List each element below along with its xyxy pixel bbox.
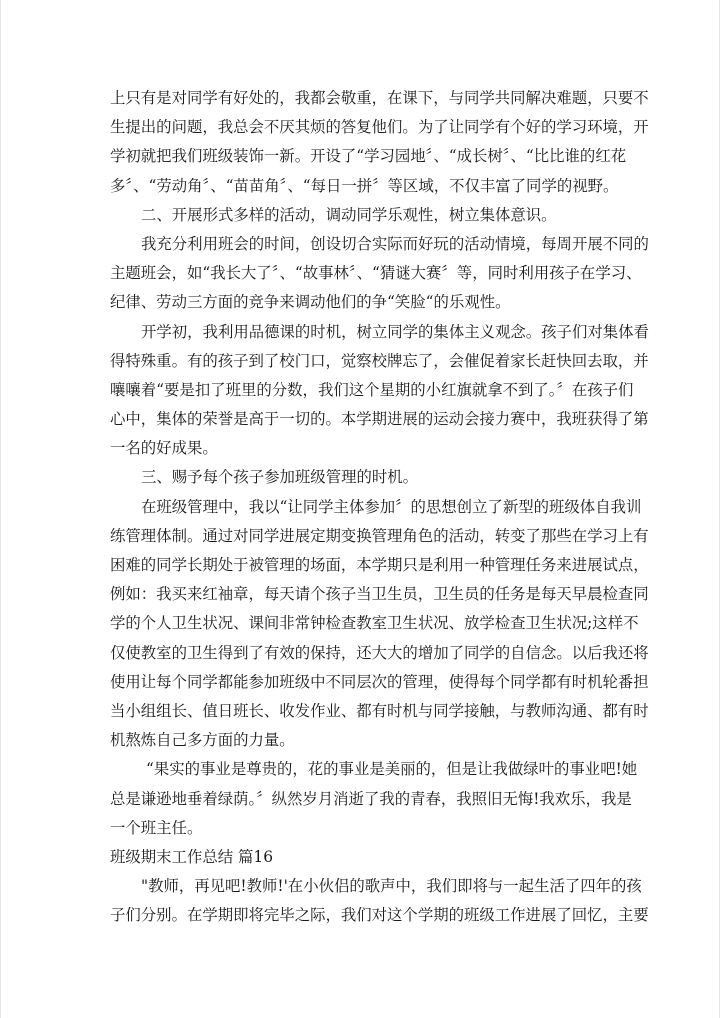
text-line: “果实的事业是尊贵的，花的事业是美丽的，但是让我做绿叶的事业吧!她 — [146, 760, 638, 779]
text-line: 学初就把我们班级装饰一新。开设了“学习园地〞、“成长树〞、“比比谁的红花 — [110, 147, 627, 166]
text-line: 当小组组长、值日班长、收发作业、都有时机与同学接触，与教师沟通、都有时 — [110, 701, 649, 720]
text-line: 子们分别。在学期即将完毕之际，我们对这个学期的班级工作进展了回忆，主要 — [110, 906, 649, 925]
text-line: 心中，集体的荣誉是高于一切的。本学期进展的运动会接力赛中，我班获得了第 — [110, 410, 649, 429]
text-line: 多〞、“劳动角〞、“苗苗角〞、“每日一拼〞等区域，不仅丰富了同学的视野。 — [110, 176, 619, 195]
text-line: 得特殊重。有的孩子到了校门口，觉察校牌忘了，会催促着家长赶快回去取，并 — [110, 351, 649, 370]
text-line: 使用让每个同学都能参加班级中不同层次的管理，使得每个同学都有时机轮番担 — [110, 672, 649, 691]
text-line: "教师，再见吧!教师!'在小伙侣的歌声中，我们即将与一起生活了四年的孩 — [141, 877, 642, 896]
text-line: 学的个人卫生状况、课间非常钟检查教室卫生状况、放学检查卫生状况;这样不 — [110, 614, 639, 633]
text-line: 嚷嚷着“要是扣了班里的分数，我们这个星期的小红旗就拿不到了。〞在孩子们 — [110, 380, 634, 399]
text-line: 主题班会，如“我长大了〞、“故事林〞、“猜谜大赛〞等，同时利用孩子在学习、 — [110, 264, 642, 283]
text-line: 生提出的问题，我总会不厌其烦的答复他们。为了让同学有个好的学习环境，开 — [110, 118, 649, 137]
text-line: 我充分利用班会的时间，创设切合实际而好玩的活动情境，每周开展不同的 — [141, 234, 649, 253]
text-line: 总是谦逊地垂着绿荫。〞纵然岁月消逝了我的青春，我照旧无悔!我欢乐，我是 — [110, 789, 632, 808]
text-line: 纪律、劳动三方面的竞争来调动他们的争“笑脸“的乐观性。 — [110, 293, 511, 312]
text-line: 上只有是对同学有好处的，我都会敬重，在课下，与同学共同解决难题，只要不 — [110, 89, 649, 107]
text-line: 例如：我买来红袖章，每天请个孩子当卫生员，卫生员的任务是每天早晨检查同 — [110, 585, 649, 604]
text-line: 机熬炼自己多方面的力量。 — [110, 731, 295, 750]
section-title: 班级期末工作总结 篇16 — [110, 847, 273, 866]
text-line: 在班级管理中，我以“让同学主体参加〞的思想创立了新型的班级体自我训 — [141, 497, 642, 516]
text-line: 困难的同学长期处于被管理的场面，本学期只是利用一种管理任务来进展试点， — [110, 556, 649, 574]
section-heading: 三、赐予每个孩子参加班级管理的时机。 — [141, 468, 419, 487]
text-line: 一名的好成果。 — [110, 439, 218, 458]
text-line: 练管理体制。通过对同学进展定期变换管理角色的活动，转变了那些在学习上有 — [110, 526, 649, 545]
document-body — [110, 84, 649, 930]
section-heading: 二、开展形式多样的活动，调动同学乐观性，树立集体意识。 — [141, 205, 557, 224]
text-line: 开学初，我利用品德课的时机，树立同学的集体主义观念。孩子们对集体看 — [141, 322, 649, 341]
text-line: 仅使教室的卫生得到了有效的保持，还大大的增加了同学的自信念。以后我还将 — [110, 643, 649, 662]
text-line: 一个班主任。 — [110, 818, 203, 837]
